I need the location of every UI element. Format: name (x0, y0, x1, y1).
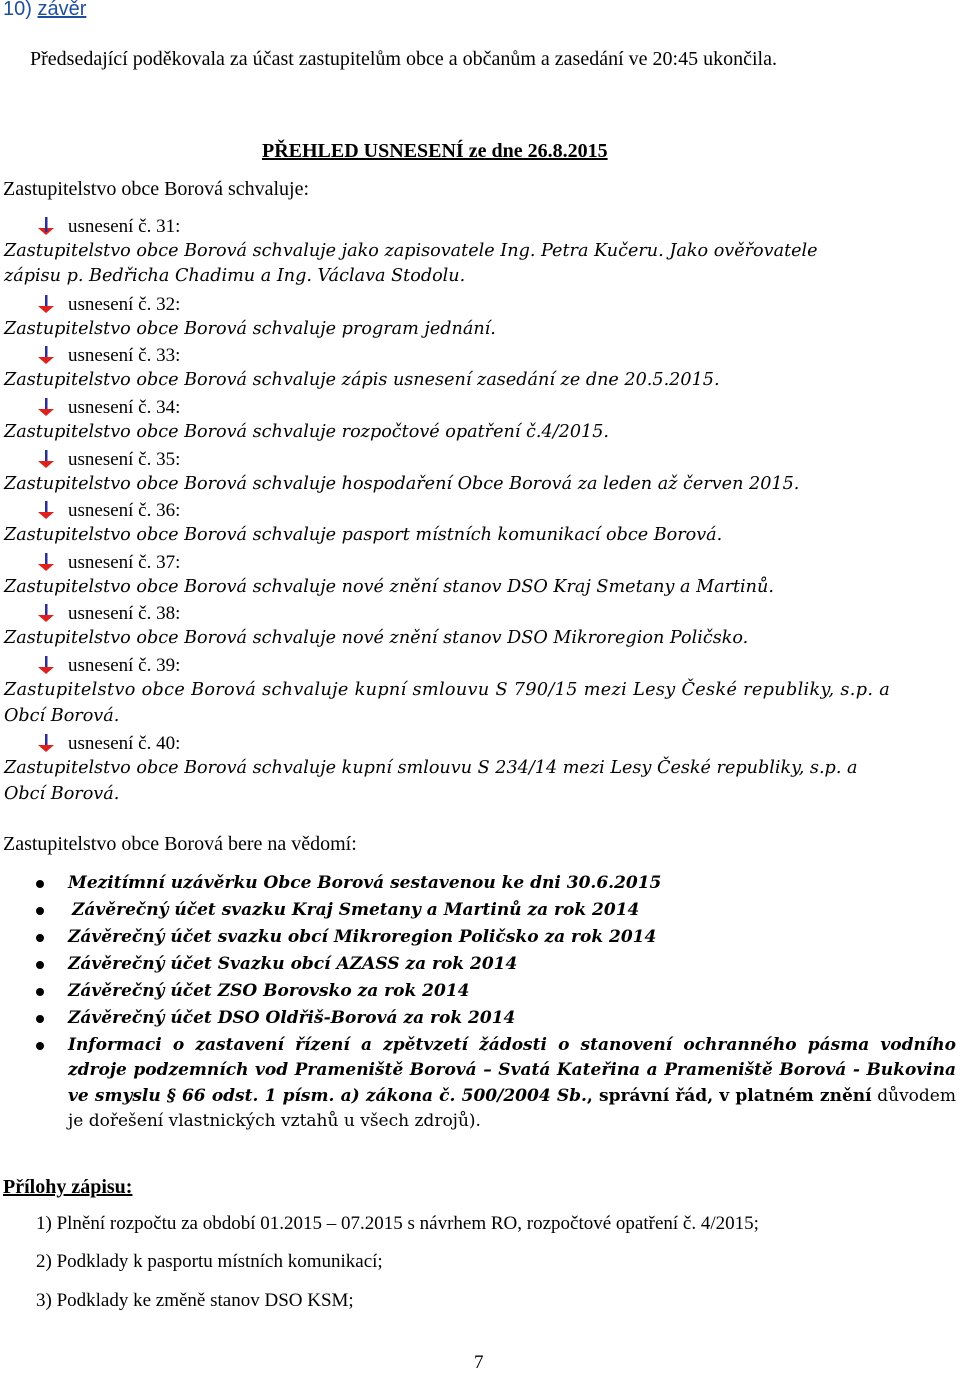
attachments-title: Přílohy zápisu: (3, 1176, 133, 1198)
note-part: , správní řád, v platném znění (586, 1085, 872, 1106)
overview-title: PŘEHLED USNESENÍ ze dne 26.8.2015 (262, 140, 608, 162)
page-number: 7 (474, 1352, 484, 1373)
down-arrow-icon (36, 345, 56, 365)
resolution-text: Zastupitelstvo obce Borová schvaluje rozpočtové opatření č.4/2015. (4, 422, 609, 442)
resolution-text: Zastupitelstvo obce Borová schvaluje kupní smlouvu S 790/15 mezi Lesy České republiky, s.p. a (4, 680, 891, 700)
bullet-icon (36, 988, 44, 996)
bullet-icon (36, 1042, 44, 1050)
resolution-text: Zastupitelstvo obce Borová schvaluje zápis usnesení zasedání ze dne 20.5.2015. (4, 370, 720, 390)
section-title: závěr (37, 0, 87, 20)
resolution-number: usnesení č. 38: (68, 603, 181, 624)
resolution-number: usnesení č. 40: (68, 733, 181, 754)
resolution-number: usnesení č. 39: (68, 655, 181, 676)
section-heading (3, 0, 86, 21)
resolution-number: usnesení č. 31: (68, 216, 181, 237)
resolution-text: Obcí Borová. (4, 706, 120, 726)
resolution-number: usnesení č. 33: (68, 345, 181, 366)
resolution-text: Zastupitelstvo obce Borová schvaluje jako zapisovatele Ing. Petra Kučeru. Jako ověřovatele (4, 241, 818, 261)
bullet-icon (36, 934, 44, 942)
down-arrow-icon (36, 294, 56, 314)
resolution-text: Zastupitelstvo obce Borová schvaluje kupní smlouvu S 234/14 mezi Lesy České republiky, s.p. a (4, 758, 858, 778)
resolution-text: Obcí Borová. (4, 784, 120, 804)
resolution-number: usnesení č. 35: (68, 449, 181, 470)
down-arrow-icon (36, 655, 56, 675)
note-item: Závěrečný účet Svazku obcí AZASS za rok 2014 (68, 954, 518, 974)
attachment-item: 1) Plnění rozpočtu za období 01.2015 – 07.2015 s návrhem RO, rozpočtové opatření č. 4/2015; (36, 1213, 759, 1234)
down-arrow-icon (36, 500, 56, 520)
note-part: důvodem je dořešení vlastnických vztahů u všech zdrojů). (68, 1085, 956, 1131)
note-item: Závěrečný účet ZSO Borovsko za rok 2014 (68, 981, 470, 1001)
resolution-text: Zastupitelstvo obce Borová schvaluje hospodaření Obce Borová za leden až červen 2015. (4, 474, 800, 494)
note-item: Závěrečný účet DSO Oldřiš-Borová za rok 2014 (68, 1008, 516, 1028)
notes-label: Zastupitelstvo obce Borová bere na vědomí: (3, 833, 357, 855)
resolution-text: Zastupitelstvo obce Borová schvaluje nové znění stanov DSO Kraj Smetany a Martinů. (4, 577, 774, 597)
note-item: Mezitímní uzávěrku Obce Borová sestavenou ke dni 30.6.2015 (68, 873, 662, 893)
resolution-text: Zastupitelstvo obce Borová schvaluje program jednání. (4, 319, 496, 339)
resolution-number: usnesení č. 34: (68, 397, 181, 418)
down-arrow-icon (36, 552, 56, 572)
note-item: Závěrečný účet svazku Kraj Smetany a Martinů za rok 2014 (72, 900, 640, 920)
down-arrow-icon (36, 397, 56, 417)
resolution-text: zápisu p. Bedřicha Chadimu a Ing. Václava Stodolu. (4, 266, 466, 286)
bullet-icon (36, 907, 44, 915)
resolution-number: usnesení č. 37: (68, 552, 181, 573)
down-arrow-icon (36, 216, 56, 236)
note-part: Informaci o zastavení řízení a zpětvzetí žádosti o stanovení ochranného pásma vodního zdroje podzemních vod Prameniště Borová – Svatá Kateřina a Prameniště Borová - Bukovina ve smyslu § 66 odst. 1 písm. a) zákona č. 500/2004 Sb. (68, 1035, 956, 1106)
down-arrow-icon (36, 449, 56, 469)
down-arrow-icon (36, 603, 56, 623)
section-number: 10) (3, 0, 32, 20)
resolution-number: usnesení č. 36: (68, 500, 181, 521)
attachment-item: 2) Podklady k pasportu místních komunikací; (36, 1251, 383, 1272)
note-item: Závěrečný účet svazku obcí Mikroregion Poličsko za rok 2014 (68, 927, 657, 947)
resolution-number: usnesení č. 32: (68, 294, 181, 315)
bullet-icon (36, 961, 44, 969)
closing-paragraph: Předsedající poděkovala za účast zastupitelům obce a občanům a zasedání ve 20:45 ukončila. (30, 48, 777, 70)
approves-label: Zastupitelstvo obce Borová schvaluje: (3, 178, 310, 200)
attachment-item: 3) Podklady ke změně stanov DSO KSM; (36, 1290, 354, 1311)
bullet-icon (36, 880, 44, 888)
note-item-long (68, 1033, 956, 1134)
down-arrow-icon (36, 733, 56, 753)
resolution-text: Zastupitelstvo obce Borová schvaluje pasport místních komunikací obce Borová. (4, 525, 723, 545)
bullet-icon (36, 1015, 44, 1023)
resolution-text: Zastupitelstvo obce Borová schvaluje nové znění stanov DSO Mikroregion Poličsko. (4, 628, 749, 648)
